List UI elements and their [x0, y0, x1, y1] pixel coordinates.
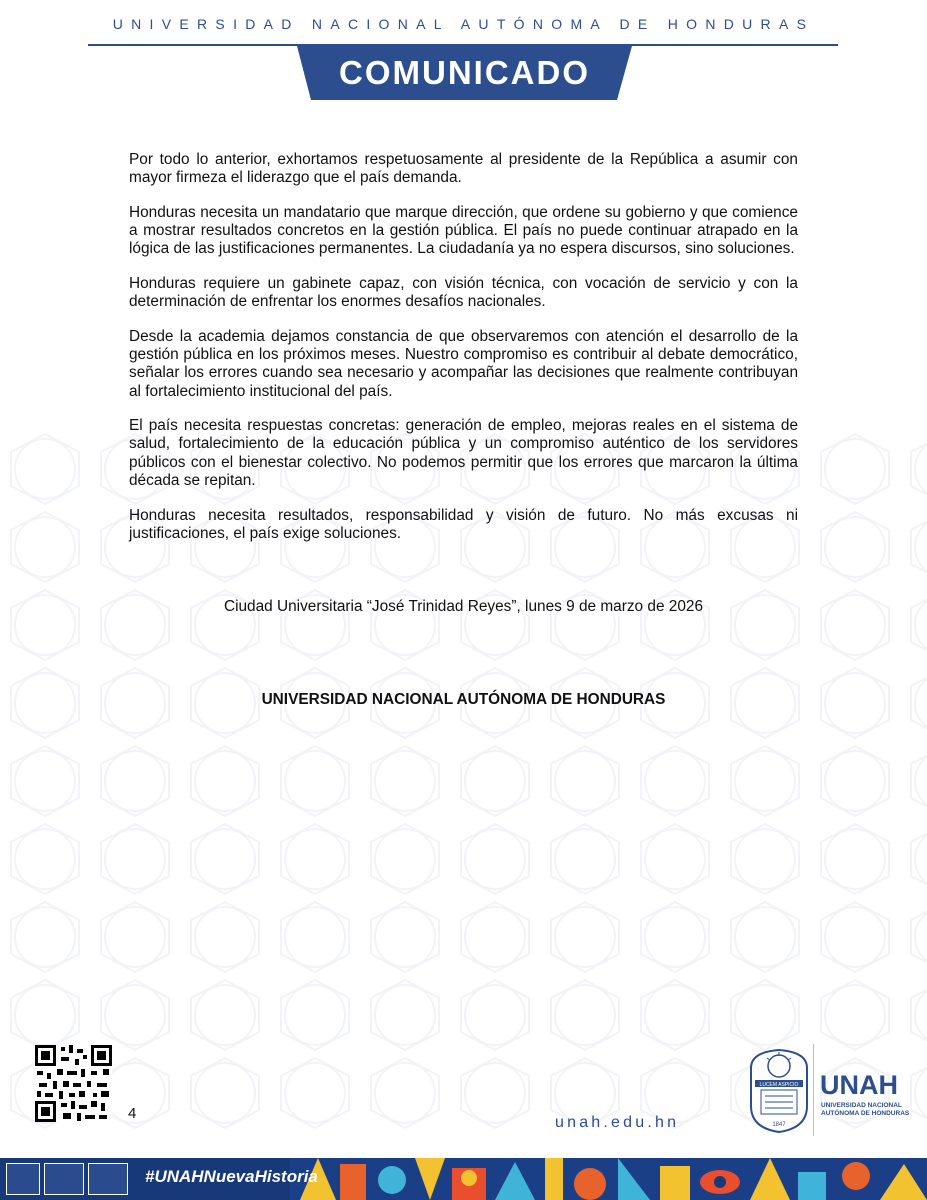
- website-link[interactable]: unah.edu.hn: [555, 1114, 680, 1131]
- qr-code-icon[interactable]: [35, 1045, 112, 1122]
- hashtag: #UNAHNuevaHistoria: [145, 1167, 318, 1186]
- footer-badge-icon: [6, 1163, 40, 1195]
- footer-badge-icon: [88, 1163, 128, 1195]
- logo-divider: [813, 1044, 814, 1136]
- seal-motto: LUCEM ASPICIO: [759, 1082, 799, 1088]
- comunicado-banner: [297, 46, 632, 100]
- body-paragraph: Honduras necesita resultados, responsabilidad y visión de futuro. No más excusas ni justificaciones, el país exige soluciones.: [129, 506, 798, 542]
- body-paragraph: Desde la academia dejamos constancia de que observaremos con atención el desarrollo de la gestión pública en los próximos meses. Nuestro compromiso es contribuir al debate democrático, señalar los errores cuando sea necesario y acompañar las decisiones que realmente contribuyan al fortalecimiento institucional del país.: [129, 327, 798, 400]
- dateline: Ciudad Universitaria “José Trinidad Reyes”, lunes 9 de marzo de 2026: [223, 598, 704, 615]
- logo-subtitle: UNIVERSIDAD NACIONAL: [821, 1102, 902, 1109]
- body-paragraph: Honduras requiere un gabinete capaz, con visión técnica, con vocación de servicio y con la determinación de enfrentar los enormes desafíos nacionales.: [129, 275, 798, 311]
- footer-badge-icon: [44, 1163, 84, 1195]
- seal-year: 1847: [772, 1122, 786, 1128]
- body-paragraph: Por todo lo anterior, exhortamos respetuosamente al presidente de la República a asumir con mayor firmeza el liderazgo que el país demanda.: [129, 151, 798, 187]
- page-number: 4: [128, 1105, 137, 1122]
- institution-header: UNIVERSIDAD NACIONAL AUTÓNOMA DE HONDURAS: [112, 16, 815, 32]
- unah-logo-text: UNAH: [820, 1070, 898, 1100]
- banner-title: COMUNICADO: [339, 54, 590, 91]
- unah-seal-icon: [747, 1048, 811, 1134]
- communique-body: [129, 151, 798, 559]
- body-paragraph: El país necesita respuestas concretas: generación de empleo, mejoras reales en el sistema de salud, fortalecimiento de la educación pública y un compromiso auténtico de los servidores públicos con el bienestar colectivo. No podemos permitir que los errores que marcaron la última década se repitan.: [129, 417, 798, 489]
- body-paragraph: Honduras necesita un mandatario que marque dirección, que ordene su gobierno y que comience a mostrar resultados concretos en la gestión pública. El país no puede continuar atrapado en la lógica de las justificaciones permanentes. La ciudadanía ya no espera discursos, sino soluciones.: [129, 203, 798, 258]
- logo-subtitle: AUTÓNOMA DE HONDURAS: [821, 1110, 910, 1117]
- signature: UNIVERSIDAD NACIONAL AUTÓNOMA DE HONDURAS: [261, 691, 666, 708]
